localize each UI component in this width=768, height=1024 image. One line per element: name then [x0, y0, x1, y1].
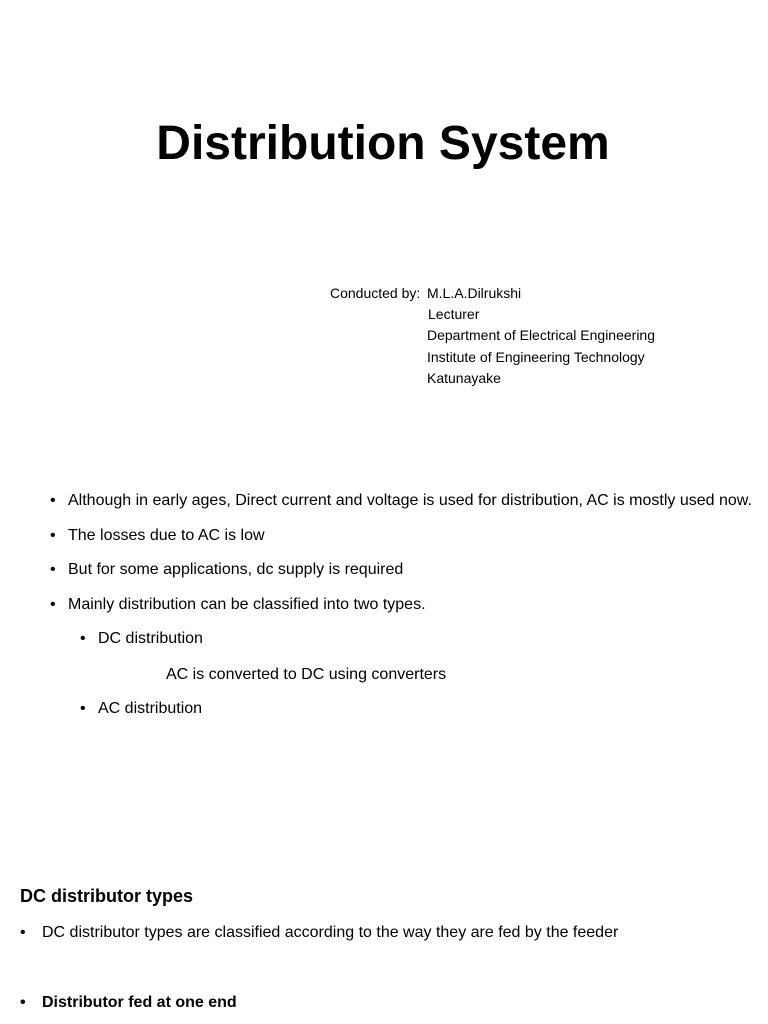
list-item — [50, 588, 750, 623]
bullet-icon: • — [80, 630, 86, 647]
bullet-icon: • — [50, 526, 56, 544]
bullet-icon: • — [20, 924, 26, 941]
list-item-text: DC distributor types are classified according to the way they are fed by the feeder — [42, 924, 619, 941]
list-item-text: Distributor fed at one end — [42, 994, 237, 1011]
list-item — [50, 484, 758, 519]
credits-location: Katunayake — [427, 369, 501, 386]
bullet-icon: • — [50, 561, 56, 578]
list-item — [20, 920, 618, 946]
bullet-icon: • — [80, 699, 86, 717]
list-item-bold — [20, 990, 237, 1016]
section-heading: DC distributor types — [20, 886, 194, 906]
distribution-bullet-list — [50, 484, 750, 726]
sub-list-item-text: AC distribution — [98, 699, 203, 717]
credits-row-institute — [330, 347, 655, 368]
sub-list-item — [50, 622, 750, 657]
list-item — [50, 519, 750, 554]
credits-position: Lecturer — [428, 306, 480, 323]
bullet-icon: • — [50, 595, 56, 613]
credits-row-department — [330, 325, 655, 346]
list-item — [50, 553, 750, 588]
list-item-text: The losses due to AC is low — [68, 526, 265, 544]
credits-row-author — [330, 283, 655, 304]
credits-author-name: M.L.A.Dilrukshi — [427, 285, 522, 301]
credits-institute: Institute of Engineering Technology — [427, 348, 645, 365]
sub-list-item — [50, 692, 750, 727]
credits-department: Department of Electrical Engineering — [427, 327, 656, 344]
list-item-text: But for some applications, dc supply is required — [68, 561, 404, 578]
sub-list-item-text: DC distribution — [98, 630, 203, 647]
list-item-text: Although in early ages, Direct current and voltage is used for distribution, AC is mostly used now. — [68, 492, 752, 509]
page-title: Distribution System — [156, 117, 610, 170]
credits-block — [330, 283, 655, 389]
credits-label: Conducted by: — [330, 285, 421, 301]
credits-row-location — [330, 368, 655, 389]
list-item-text: Mainly distribution can be classified into two types. — [68, 595, 426, 613]
sub-note: AC is converted to DC using converters — [166, 665, 447, 683]
bullet-icon: • — [20, 994, 26, 1011]
credits-row-position — [330, 304, 655, 325]
bullet-icon: • — [50, 492, 56, 509]
